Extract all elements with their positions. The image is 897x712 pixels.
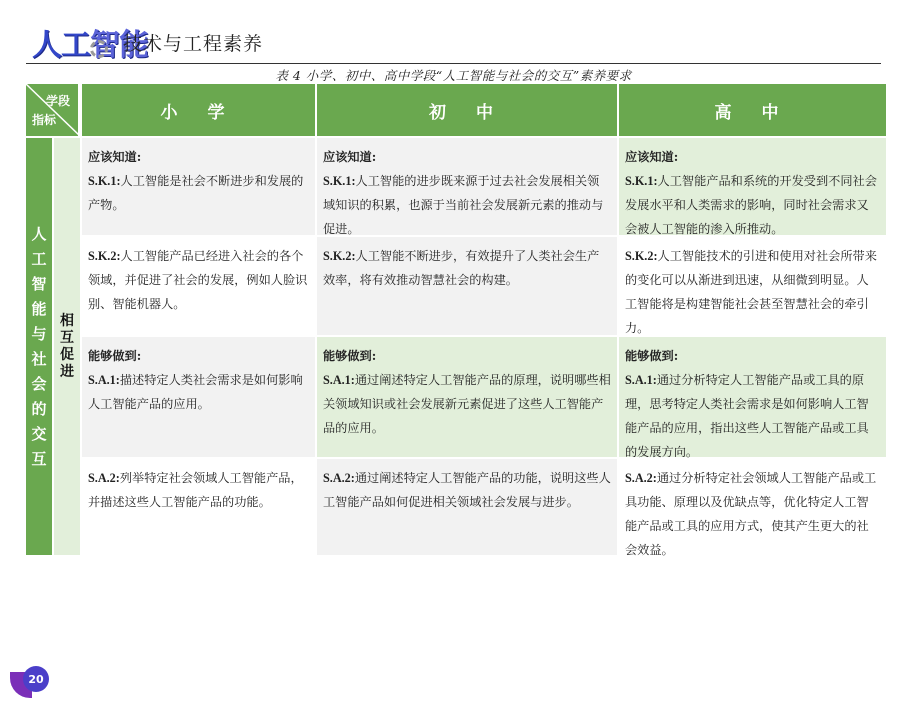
cell-primary-sk2	[82, 237, 315, 335]
code-label: S.K.1:	[323, 174, 356, 188]
corner-label-indicator: 指标	[32, 113, 57, 127]
cell-text: 通过阐述特定人工智能产品的功能，说明这些人工智能产品如何促进相关领域社会发展与进步。	[323, 471, 611, 509]
cell-junior-sa1	[317, 337, 617, 457]
heading-should-know: 应该知道:	[625, 150, 679, 164]
cell-senior-sa1	[619, 337, 886, 457]
code-label: S.K.2:	[625, 249, 658, 263]
cell-text: 通过分析特定社会领域人工智能产品或工具功能、原理以及优缺点等，优化特定人工智能产品或工具的应用方式，使其产生更大的社会效益。	[625, 471, 877, 557]
corner-cell	[26, 84, 80, 136]
heading-can-do: 能够做到:	[625, 349, 679, 363]
cell-senior-sa2	[619, 459, 886, 555]
cell-text: 描述特定人类社会需求是如何影响人工智能产品的应用。	[88, 373, 303, 411]
logo-text-zhi-neng: 智能	[90, 28, 148, 63]
page-number: 20	[23, 666, 49, 692]
side-label-mutual-promotion-text: 相互促进	[60, 312, 74, 380]
cell-text: 人工智能产品已经进入社会的各个领域，并促进了社会的发展，例如人脸识别、智能机器人。	[88, 249, 308, 311]
code-label: S.A.2:	[323, 471, 355, 485]
code-label: S.A.2:	[625, 471, 657, 485]
cell-primary-sa2	[82, 459, 315, 555]
column-header-senior: 高 中	[619, 84, 886, 136]
header-divider	[26, 63, 881, 64]
cell-text: 通过阐述特定人工智能产品的原理，说明哪些相关领域知识或社会发展新元素促进了这些人工智能产品的应用。	[323, 373, 611, 435]
cell-junior-sk2	[317, 237, 617, 335]
code-label: S.A.1:	[88, 373, 120, 387]
table-caption: 表 4 小学、初中、高中学段“人工智能与社会的交互”素养要求	[275, 68, 632, 83]
heading-should-know: 应该知道:	[323, 150, 377, 164]
cell-text: 人工智能不断进步，有效提升了人类社会生产效率，将有效推动智慧社会的构建。	[323, 249, 600, 287]
cell-text: 人工智能产品和系统的开发受到不同社会发展水平和人类需求的影响，同时社会需求又会被人工智能的渗入所推动。	[625, 174, 877, 236]
corner-label-stage: 学段	[45, 94, 70, 108]
cell-primary-sa1	[82, 337, 315, 457]
side-label-ai-society	[26, 138, 52, 555]
cell-text: 通过分析特定人工智能产品或工具的原理，思考特定人类社会需求是如何影响人工智能产品的应用，指出这些人工智能产品或工具的发展方向。	[625, 373, 869, 459]
cell-junior-sk1	[317, 138, 617, 235]
cell-text: 人工智能技术的引进和使用对社会所带来的变化可以从渐进到迅速，从细微到明显。人工智能将是构建智能社会甚至智慧社会的牵引力。	[625, 249, 877, 335]
side-label-ai-society-text: 人工智能与社会的交互	[31, 224, 47, 468]
cell-primary-sk1	[82, 138, 315, 235]
gear-icon	[90, 40, 108, 58]
code-label: S.K.1:	[625, 174, 658, 188]
code-label: S.K.1:	[88, 174, 121, 188]
side-label-mutual-promotion	[54, 138, 80, 555]
heading-can-do: 能够做到:	[323, 349, 377, 363]
code-label: S.A.1:	[323, 373, 355, 387]
code-label: S.K.2:	[323, 249, 356, 263]
cell-text: 人工智能的进步既来源于过去社会发展相关领域知识的积累，也源于当前社会发展新元素的推动与促进。	[323, 174, 604, 236]
code-label: S.A.1:	[625, 373, 657, 387]
code-label: S.A.2:	[88, 471, 120, 485]
page-header	[30, 18, 880, 62]
cell-text: 列举特定社会领域人工智能产品，并描述这些人工智能产品的功能。	[88, 471, 303, 509]
code-label: S.K.2:	[88, 249, 121, 263]
logo-text-ren-gong: 人工	[32, 28, 90, 63]
heading-can-do: 能够做到:	[88, 349, 142, 363]
cell-senior-sk1	[619, 138, 886, 235]
heading-should-know: 应该知道:	[88, 150, 142, 164]
cell-junior-sa2	[317, 459, 617, 555]
header-title: 技术与工程素养	[123, 33, 264, 55]
cell-senior-sk2	[619, 237, 886, 335]
column-header-junior: 初 中	[317, 84, 617, 136]
cell-text: 人工智能是社会不断进步和发展的产物。	[88, 174, 304, 212]
column-header-primary: 小 学	[82, 84, 315, 136]
